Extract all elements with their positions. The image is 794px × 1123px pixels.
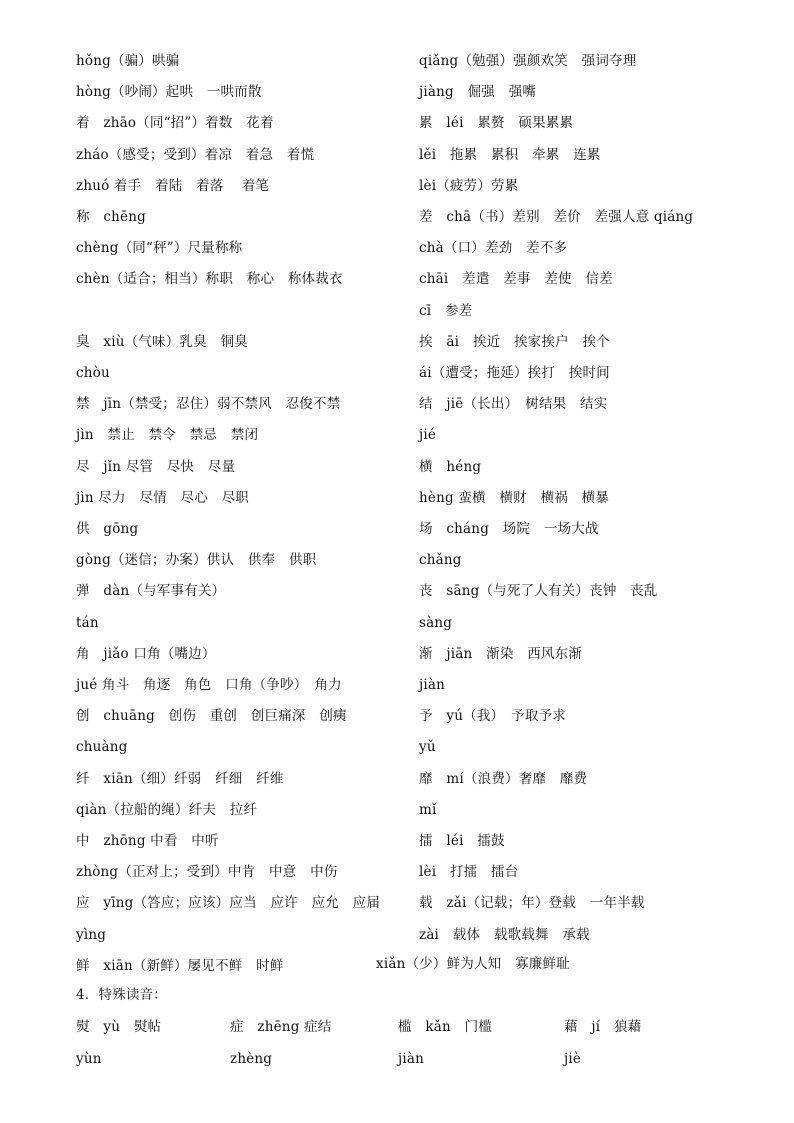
entry-line: 纤 xiān（细）纤弱 纤细 纤维 — [76, 771, 284, 787]
entry-line: yìng — [76, 927, 107, 943]
entry-line: 中 zhōng 中看 中听 — [76, 833, 219, 849]
entry-line: 禁 jīn（禁受；忍住）弱不禁风 忍俊不禁 — [76, 396, 341, 412]
entry-line: tán — [76, 615, 99, 631]
entry-line: sàng — [419, 615, 453, 631]
entry-line: jìn 尽力 尽情 尽心 尽职 — [76, 490, 249, 506]
entry-line: 载 zǎi（记载；年）登载 一年半载 — [419, 895, 645, 911]
special-item-char: 藉 jí 狼藉 — [564, 1019, 642, 1035]
entry-line: chāi 差遣 差事 差使 信差 — [419, 271, 613, 287]
entry-line: 丧 sāng（与死了人有关）丧钟 丧乱 — [419, 583, 658, 599]
entry-line: 臭 xiù（气味）乳臭 铜臭 — [76, 334, 248, 350]
entry-line: lèi（疲劳）劳累 — [419, 178, 519, 194]
entry-line: hèng 蛮横 横财 横祸 横暴 — [419, 490, 610, 506]
special-item-char: 槛 kǎn 门槛 — [398, 1019, 493, 1035]
entry-line: 场 cháng 场院 一场大战 — [419, 521, 599, 537]
entry-line: zhuó 着手 着陆 着落 着笔 — [76, 178, 270, 194]
entry-line: 渐 jiān 渐染 西风东渐 — [419, 646, 583, 662]
entry-line: 靡 mí（浪费）奢靡 靡费 — [419, 771, 588, 787]
entry-line: 予 yú（我） 予取予求 — [419, 708, 566, 724]
entry-line: 累 léi 累赘 硕果累累 — [419, 115, 574, 131]
entry-line: 应 yīng（答应；应该）应当 应许 应允 应届 — [76, 895, 381, 911]
entry-line: 结 jiē（长出） 树结果 结实 — [419, 396, 608, 412]
entry-line: 横 héng — [419, 459, 482, 475]
entry-line: zháo（感受；受到）着凉 着急 着慌 — [76, 147, 315, 163]
special-item-reading: jiè — [564, 1051, 582, 1067]
entry-line: 角 jiǎo 口角（嘴边） — [76, 646, 216, 662]
entry-line: gòng（迷信；办案）供认 供奉 供职 — [76, 552, 317, 568]
special-item-reading: yùn — [76, 1051, 102, 1067]
entry-line: 擂 léi 擂鼓 — [419, 833, 505, 849]
entry-line: qiàn（拉船的绳）纤夫 拉纤 — [76, 802, 258, 818]
entry-line: jiàn — [419, 677, 446, 693]
entry-line: chǎng — [419, 552, 462, 568]
special-item-reading: zhèng — [230, 1051, 273, 1067]
entry-line: chòu — [76, 365, 110, 381]
entry-line: hǒng（骗）哄骗 — [76, 53, 180, 69]
entry-line: jié — [419, 427, 437, 443]
entry-line: zài 载体 载歌载舞 承载 — [419, 927, 590, 943]
section-title: 4．特殊读音： — [76, 987, 167, 1003]
entry-line: 鲜 xiān（新鲜）屡见不鲜 时鲜 — [76, 958, 284, 974]
entry-line: chà（口）差劲 差不多 — [419, 240, 568, 256]
entry-line: chèn（适合；相当）称职 称心 称体裁衣 — [76, 271, 343, 287]
entry-line: jìn 禁止 禁令 禁忌 禁闭 — [76, 427, 259, 443]
entry-line: chuàng — [76, 739, 128, 755]
entry-line: lèi 打擂 擂台 — [419, 864, 519, 880]
entry-line: 称 chēng — [76, 209, 146, 225]
special-item-reading: jiàn — [398, 1051, 425, 1067]
entry-line: qiǎng（勉强）强颜欢笑 强词夺理 — [419, 53, 637, 69]
xian-extra-reading: xiǎn（少）鲜为人知 寡廉鲜耻 — [376, 956, 570, 972]
entry-line: 弹 dàn（与军事有关） — [76, 583, 226, 599]
entry-line: ái（遭受；拖延）挨打 挨时间 — [419, 365, 610, 381]
entry-line: 供 gōng — [76, 521, 139, 537]
entry-line: 差 chā（书）差别 差价 差强人意 qiáng — [419, 209, 694, 225]
entry-line: yǔ — [419, 739, 436, 755]
entry-line: 创 chuāng 创伤 重创 创巨痛深 创痍 — [76, 708, 347, 724]
entry-line: zhòng（正对上；受到）中肯 中意 中伤 — [76, 864, 338, 880]
entry-line: lěi 拖累 累积 牵累 连累 — [419, 147, 601, 163]
entry-line: cī 参差 — [419, 303, 473, 319]
entry-line: 着 zhāo（同“招”）着数 花着 — [76, 115, 274, 131]
entry-line: jué 角斗 角逐 角色 口角（争吵） 角力 — [76, 677, 342, 693]
entry-line: 挨 āi 挨近 挨家挨户 挨个 — [419, 334, 610, 350]
special-item-char: 熨 yù 熨帖 — [76, 1019, 162, 1035]
entry-line: jiàng 倔强 强嘴 — [419, 84, 537, 100]
entry-line: chèng（同“秤”）尺量称称 — [76, 240, 243, 256]
entry-line: hòng（吵闹）起哄 一哄而散 — [76, 84, 262, 100]
special-item-char: 症 zhēng 症结 — [230, 1019, 332, 1035]
entry-line: mǐ — [419, 802, 437, 818]
entry-line: 尽 jǐn 尽管 尽快 尽量 — [76, 459, 236, 475]
